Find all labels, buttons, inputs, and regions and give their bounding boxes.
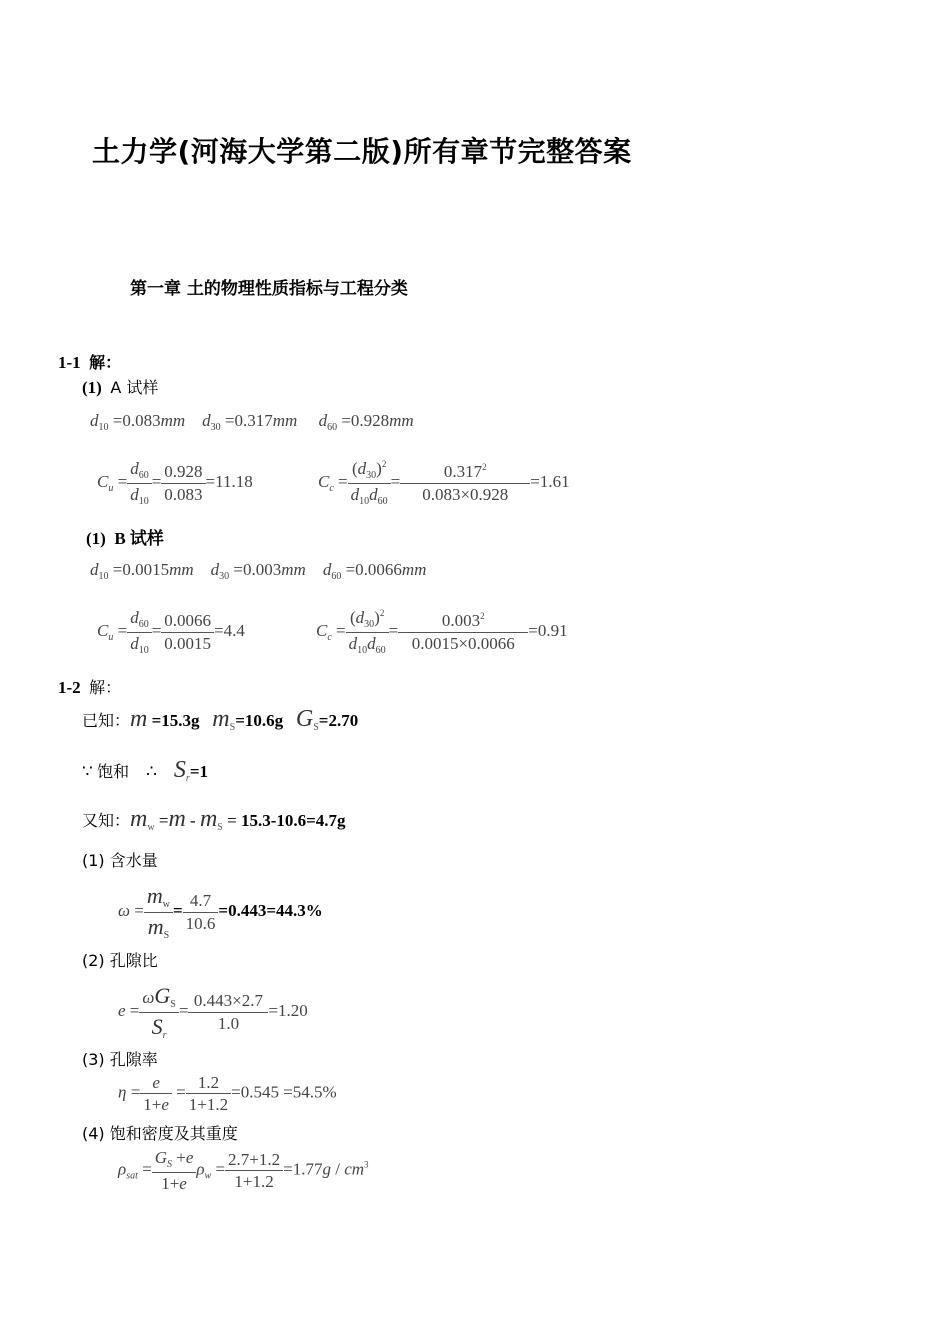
saturated-density-formula: $\rho_{sat}$ = $\frac{G_S +e}{1+e}$ $\rho_w$ = $\frac{2.7+1.2}{1+1.2}$ $=1.77g / cm^3$ [118,1148,369,1193]
density-numerator: 2.7+1.2 [225,1149,283,1171]
void-ratio-heading: (2) 孔隙比 [82,951,158,970]
problem-number: 1-2 [58,678,81,697]
solid-mass-value: =10.6g [235,711,284,730]
step-1-heading [82,848,158,871]
a-cc-denominator: 0.083×0.928 [422,484,509,504]
saturation-line: ∵ 饱和 ∴ $S_r=1$ [82,757,209,784]
b-d30-value: =0.003 [233,560,282,579]
b-cu-result: =4.4 [214,620,245,640]
saturated-density-heading: (4) 饱和密度及其重度 [82,1124,238,1143]
chapter-heading: 第一章 土的物理性质指标与工程分类 [130,279,408,299]
b-d60-value: =0.0066 [345,560,402,579]
also-known-label: 又知： [82,811,131,830]
sample-b-heading [86,524,164,549]
porosity-formula: η = $\frac{e}{1+e}$ = $\frac{1.2}{1+1.2}$ =0.545 =54.5% [118,1073,337,1115]
e-numerator: 0.443×2.7 [188,990,268,1012]
water-mass-result: 15.3-10.6=4.7g [240,811,346,830]
saturated-text: 饱和 [97,762,130,781]
sample-b-label: B 试样 [114,529,164,548]
problem-number: 1-1 [58,353,81,372]
w-numerator: 4.7 [183,890,219,912]
b-cu-numerator: 0.0066 [161,610,214,632]
a-cu-result: =11.18 [205,471,253,491]
porosity-numerator: 1.2 [186,1072,231,1094]
because-symbol: ∵ [82,762,93,781]
step-2-heading [82,948,158,971]
sample-b-cc-formula: $C_c$ = $\frac{(d_{30})^2}{d_{10}d_{60}}$ = $\frac{0.003^2}{0.0015\times 0.0066}$ =0.91 [316,608,568,656]
saturation-degree-value: =1 [189,762,209,781]
water-content-heading: (1) 含水量 [82,851,158,870]
problem-1-2-heading [58,675,121,698]
porosity-heading: (3) 孔隙率 [82,1050,158,1069]
sample-b-cu-formula: $C_u$ = $\frac{d_{60}}{d_{10}}$ = $\frac{0.0066}{0.0015}$ =4.4 [97,608,245,656]
b-cu-denominator: 0.0015 [164,633,212,653]
document-title: 土力学(河海大学第二版)所有章节完整答案 [92,135,632,168]
sample-a-cc-formula: $C_c$ = $\frac{(d_{30})^2}{d_{10}d_{60}}$ = $\frac{0.317^2}{0.083\times 0.928}$ =1.61 [318,459,570,507]
sample-b-grain-sizes: $d_{10} =0.0015mm$ $d_{30} =0.003mm$ $d_{60} =0.0066mm$ [90,560,427,582]
solution-label: 解： [89,353,122,372]
specific-gravity-value: =2.70 [318,711,359,730]
a-d30-value: =0.317 [224,411,273,430]
a-cu-numerator: 0.928 [161,461,205,483]
known-label: 已知： [82,711,131,730]
sample-a-cu-formula: $C_u$ = $\frac{d_{60}}{d_{10}}$ = $\frac{0.928}{0.083}$ =11.18 [97,459,253,507]
a-d10-value: =0.083 [112,411,161,430]
sample-a-label: A 试样 [110,378,159,397]
sample-a-grain-sizes: $d_{10} =0.083mm$ $d_{30} =0.317mm$ $d_{60} =0.928mm$ [90,411,414,433]
mass-value: =15.3g [151,711,200,730]
item-number: (1) [82,378,102,397]
water-content-result: =0.443=44.3% [218,900,323,920]
density-denominator: 1+1.2 [234,1171,274,1191]
void-ratio-formula: e = $\frac{\omega G_S}{S_r}$ = $\frac{0.443\times 2.7}{1.0}$ =1.20 [118,983,308,1041]
porosity-denominator: 1+1.2 [188,1095,229,1115]
a-cu-denominator: 0.083 [164,484,203,504]
a-cc-numerator: 0.317 [443,462,483,482]
water-mass-line: 又知：$m_w =m - m_S = 15.3-10.6=4.7g$ [82,806,346,833]
step-4-heading [82,1121,238,1144]
e-denominator: 1.0 [217,1013,240,1033]
therefore-symbol: ∴ [146,762,157,781]
w-denominator: 10.6 [185,913,216,933]
step-3-heading [82,1047,158,1070]
void-ratio-result: =1.20 [268,1000,308,1020]
problem-1-1-heading [58,350,121,373]
item-number: (1) [86,529,106,548]
b-cc-denominator: 0.0015×0.0066 [411,633,515,653]
b-cc-result: =0.91 [528,620,568,640]
sample-a-heading [82,375,158,398]
b-d10-value: =0.0015 [112,560,170,579]
saturated-density-result: =1.77 [283,1159,323,1179]
porosity-result: =0.545 =54.5% [231,1082,337,1102]
water-content-formula: ω = $\frac{m_w}{m_S}$ = $\frac{4.7}{10.6}$ =0.443=44.3% [118,883,323,941]
b-cc-numerator: 0.003 [441,611,481,631]
a-d60-value: =0.928 [341,411,390,430]
known-values-line: 已知：m =15.3g $m_S=10.6g$ $G_S=2.70$ [82,706,359,733]
a-cc-result: =1.61 [530,471,570,491]
solution-label: 解： [89,678,122,697]
